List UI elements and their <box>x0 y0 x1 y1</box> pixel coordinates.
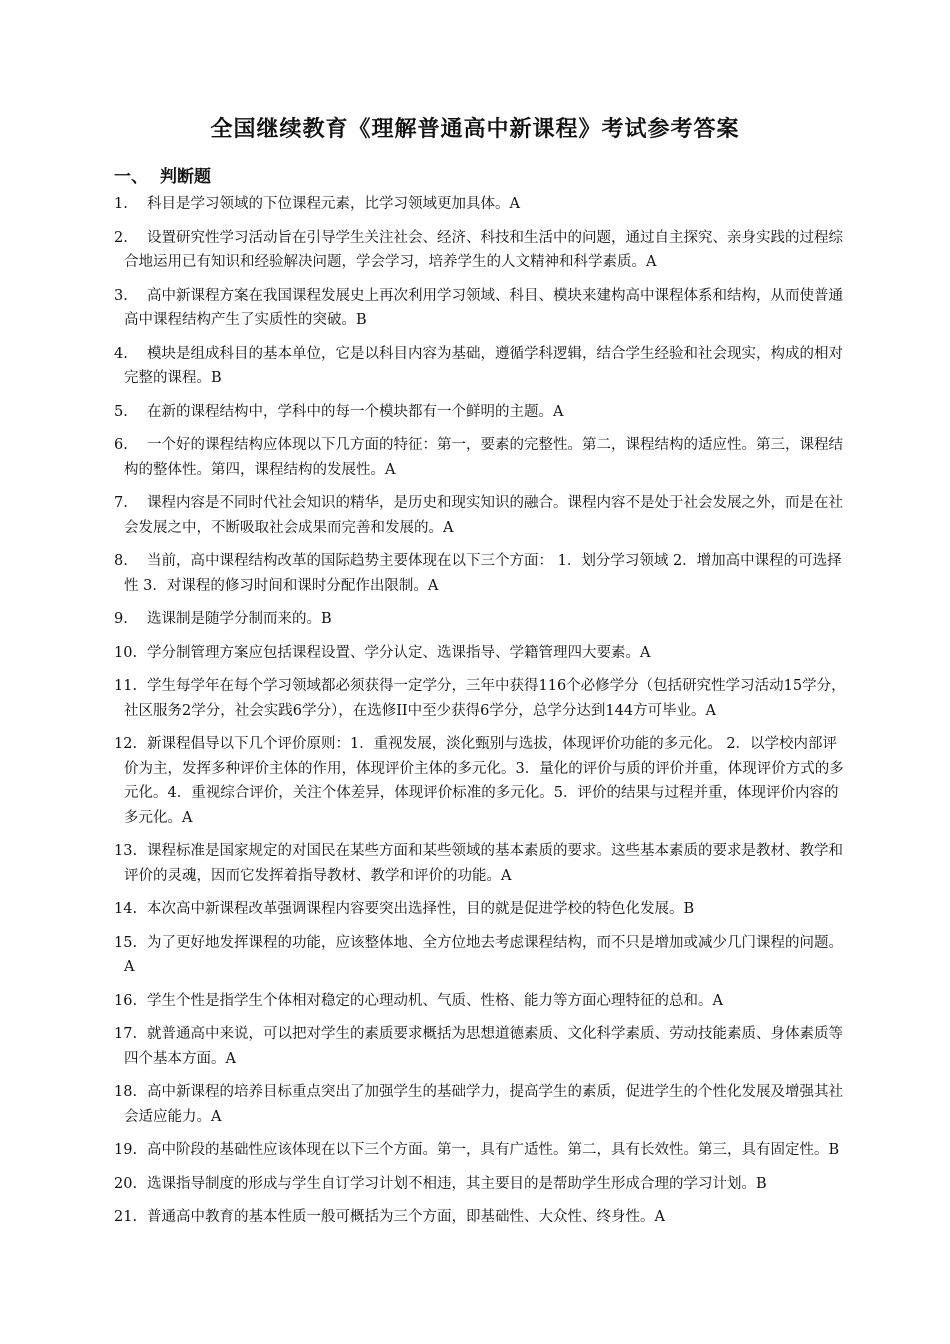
question-number: 17. <box>114 1026 138 1042</box>
question-item <box>114 1138 850 1163</box>
question-item <box>114 839 850 888</box>
question-text: 选课制是随学分制而来的。B <box>147 611 332 627</box>
question-item <box>114 400 850 425</box>
question-number: 2. <box>114 229 128 246</box>
question-number: 16. <box>114 992 138 1009</box>
question-text: 学生个性是指学生个体相对稳定的心理动机、气质、性格、能力等方面心理特征的总和。A <box>147 992 723 1009</box>
question-item <box>114 491 850 540</box>
question-text: 新课程倡导以下几个评价原则：1．重视发展，淡化甄别与选拔，体现评价功能的多元化。 2．以学校内部评价为主，发挥多种评价主体的作用，体现评价主体的多元化。3．量化的评价与质的评价并重，体现评价方式的多元化。4．重视综合评价，关注个体差异，体现评价标准的多元化。5．评价的结果与过程并重，体现评价内容的多元化。A <box>124 736 844 826</box>
question-text: 模块是组成科目的基本单位，它是以科目内容为基础，遵循学科逻辑，结合学生经验和社会现实，构成的相对完整的课程。B <box>124 345 843 386</box>
question-number: 21. <box>114 1209 138 1225</box>
question-item <box>114 1172 850 1197</box>
question-item <box>114 607 850 632</box>
question-text: 高中阶段的基础性应该体现在以下三个方面。第一，具有广适性。第二，具有长效性。第三，具有固定性。B <box>147 1142 840 1158</box>
question-item <box>114 1080 850 1129</box>
question-text: 普通高中教育的基本性质一般可概括为三个方面，即基础性、大众性、终身性。A <box>147 1209 665 1225</box>
question-number: 3. <box>114 287 128 304</box>
question-number: 9. <box>114 611 128 627</box>
question-text: 高中新课程方案在我国课程发展史上再次利用学习领域、科目、模块来建构高中课程体系和结构，从而使普通高中课程结构产生了实质性的突破。B <box>124 287 843 328</box>
question-text: 设置研究性学习活动旨在引导学生关注社会、经济、科技和生活中的问题，通过自主探究、亲身实践的过程综合地运用已有知识和经验解决问题，学会学习，培养学生的人文精神和科学素质。A <box>124 229 843 270</box>
document-title: 全国继续教育《理解普通高中新课程》考试参考答案 <box>210 117 740 142</box>
question-item <box>114 192 850 217</box>
question-number: 4. <box>114 345 128 362</box>
question-item <box>114 433 850 482</box>
question-list <box>114 192 850 1239</box>
question-text: 当前，高中课程结构改革的国际趋势主要体现在以下三个方面： 1．划分学习领域 2．增加高中课程的可选择性 3．对课程的修习时间和课时分配作出限制。A <box>124 553 842 594</box>
section-number: 一、 <box>114 167 148 187</box>
question-item <box>114 284 850 333</box>
question-number: 15. <box>114 934 138 951</box>
question-item <box>114 1205 850 1230</box>
question-text: 课程内容是不同时代社会知识的精华，是历史和现实知识的融合。课程内容不是处于社会发展之外，而是在社会发展之中，不断吸取社会成果而完善和发展的。A <box>124 495 843 536</box>
question-text: 科目是学习领域的下位课程元素，比学习领域更加具体。A <box>147 196 520 212</box>
question-number: 8. <box>114 553 128 569</box>
question-number: 5. <box>114 403 128 420</box>
question-item <box>114 641 850 666</box>
question-item <box>114 226 850 275</box>
question-text: 课程标准是国家规定的对国民在某些方面和某些领域的基本素质的要求。这些基本素质的要求是教材、教学和评价的灵魂，因而它发挥着指导教材、教学和评价的功能。A <box>124 843 843 884</box>
question-item <box>114 674 850 723</box>
question-item <box>114 1022 850 1071</box>
section-name: 判断题 <box>160 167 211 187</box>
question-number: 7. <box>114 495 128 511</box>
question-item <box>114 549 850 598</box>
question-number: 10. <box>114 644 138 661</box>
section-heading <box>114 162 211 187</box>
question-item <box>114 732 850 830</box>
question-number: 6. <box>114 437 128 453</box>
question-number: 18. <box>114 1084 138 1100</box>
question-text: 在新的课程结构中，学科中的每一个模块都有一个鲜明的主题。A <box>147 403 564 420</box>
question-text: 学分制管理方案应包括课程设置、学分认定、选课指导、学籍管理四大要素。A <box>147 644 651 661</box>
question-number: 19. <box>114 1142 138 1158</box>
question-text: 学生每学年在每个学习领域都必须获得一定学分，三年中获得116个必修学分（包括研究性学习活动15学分，社区服务2学分，社会实践6学分），在选修II中至少获得6学分，总学分达到144方可毕业。A <box>124 678 846 719</box>
question-number: 14. <box>114 901 138 917</box>
question-text: 选课指导制度的形成与学生自订学习计划不相违，其主要目的是帮助学生形成合理的学习计划。B <box>147 1175 767 1192</box>
question-number: 11. <box>114 678 138 694</box>
question-item <box>114 931 850 980</box>
question-text: 为了更好地发挥课程的功能，应该整体地、全方位地去考虑课程结构，而不只是增加或减少几门课程的问题。A <box>124 934 843 975</box>
question-number: 1. <box>114 196 128 212</box>
question-text: 高中新课程的培养目标重点突出了加强学生的基础学力，提高学生的素质，促进学生的个性化发展及增强其社会适应能力。A <box>124 1084 843 1125</box>
question-text: 本次高中新课程改革强调课程内容要突出选择性，目的就是促进学校的特色化发展。B <box>147 901 695 917</box>
question-item <box>114 989 850 1014</box>
question-item <box>114 342 850 391</box>
question-item <box>114 897 850 922</box>
question-number: 20. <box>114 1175 138 1192</box>
question-number: 12. <box>114 736 138 752</box>
question-text: 就普通高中来说，可以把对学生的素质要求概括为思想道德素质、文化科学素质、劳动技能素质、身体素质等四个基本方面。A <box>124 1026 843 1067</box>
question-text: 一个好的课程结构应体现以下几方面的特征：第一，要素的完整性。第二，课程结构的适应性。第三，课程结构的整体性。第四，课程结构的发展性。A <box>124 437 843 478</box>
question-number: 13. <box>114 843 138 859</box>
